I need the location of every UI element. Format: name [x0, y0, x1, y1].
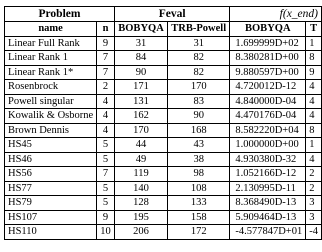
problem-name-cell: HS77: [5, 181, 97, 196]
bobyqa-feval-cell: 84: [114, 51, 167, 66]
trb-feval-cell: 172: [168, 225, 230, 240]
bobyqa-fend-cell: 5.909464D-13: [230, 210, 306, 225]
trb-feval-cell: 133: [168, 196, 230, 211]
problem-name-cell: Rosenbrock: [5, 80, 97, 95]
problem-name-cell: HS45: [5, 138, 97, 153]
problem-name-cell: HS107: [5, 210, 97, 225]
dimension-cell: 5: [97, 181, 115, 196]
table-row: [5, 167, 322, 182]
fend-group-header: [230, 7, 322, 22]
problem-name-cell: Brown Dennis: [5, 123, 97, 138]
table-row: [5, 181, 322, 196]
trb-feval-cell: 38: [168, 152, 230, 167]
table-row: [5, 138, 322, 153]
results-table: [4, 6, 322, 240]
bobyqa-feval-cell: 171: [114, 80, 167, 95]
bobyqa-feval-cell: 195: [114, 210, 167, 225]
trb-feval-cell: 82: [168, 65, 230, 80]
bobyqa-feval-column-header: BOBYQA: [114, 22, 167, 37]
dimension-cell: 4: [97, 123, 115, 138]
table-row: [5, 65, 322, 80]
bobyqa-fend-cell: 9.880597D+00: [230, 65, 306, 80]
name-column-header: name: [5, 22, 97, 37]
problem-name-cell: HS56: [5, 167, 97, 182]
column-header-row: [5, 22, 322, 37]
table-row: [5, 51, 322, 66]
trb-feval-cell: 98: [168, 167, 230, 182]
trb-feval-cell: 83: [168, 94, 230, 109]
trb-fend-cell: -4: [306, 225, 322, 240]
bobyqa-feval-cell: 131: [114, 94, 167, 109]
table-row: [5, 94, 322, 109]
problem-group-header: Problem: [5, 7, 115, 22]
bobyqa-fend-cell: 4.930380D-32: [230, 152, 306, 167]
problem-name-cell: Linear Full Rank: [5, 36, 97, 51]
bobyqa-feval-cell: 31: [114, 36, 167, 51]
bobyqa-fend-cell: 4.840000D-04: [230, 94, 306, 109]
table-row: [5, 210, 322, 225]
trb-fend-cell: 8: [306, 51, 322, 66]
table-row: [5, 36, 322, 51]
bobyqa-feval-cell: 128: [114, 196, 167, 211]
bobyqa-fend-column-header: BOBYQA: [230, 22, 306, 37]
bobyqa-fend-cell: 1.000000D+00: [230, 138, 306, 153]
dimension-cell: 4: [97, 94, 115, 109]
problem-name-cell: HS79: [5, 196, 97, 211]
bobyqa-fend-cell: 8.380281D+00: [230, 51, 306, 66]
dimension-cell: 7: [97, 51, 115, 66]
problem-name-cell: HS46: [5, 152, 97, 167]
table-row: [5, 196, 322, 211]
bobyqa-fend-cell: 4.470176D-04: [230, 109, 306, 124]
dimension-cell: 5: [97, 196, 115, 211]
bobyqa-feval-cell: 206: [114, 225, 167, 240]
bobyqa-fend-cell: 8.368490D-13: [230, 196, 306, 211]
bobyqa-fend-cell: 1.052166D-12: [230, 167, 306, 182]
trb-feval-cell: 108: [168, 181, 230, 196]
table-row: [5, 123, 322, 138]
bobyqa-fend-cell: 8.582220D+04: [230, 123, 306, 138]
bobyqa-fend-cell: 1.699999D+02: [230, 36, 306, 51]
dimension-cell: 9: [97, 36, 115, 51]
dimension-cell: 5: [97, 152, 115, 167]
dimension-cell: 7: [97, 65, 115, 80]
trb-feval-cell: 158: [168, 210, 230, 225]
trb-fend-cell: 4: [306, 152, 322, 167]
dimension-cell: 10: [97, 225, 115, 240]
bobyqa-feval-cell: 140: [114, 181, 167, 196]
dimension-cell: 2: [97, 80, 115, 95]
bobyqa-fend-cell: 4.720012D-12: [230, 80, 306, 95]
problem-name-cell: Powell singular: [5, 94, 97, 109]
table-row: [5, 225, 322, 240]
trb-fend-cell: 3: [306, 196, 322, 211]
trb-feval-cell: 90: [168, 109, 230, 124]
fend-label: f(x_end): [279, 7, 318, 20]
trb-fend-cell: 4: [306, 109, 322, 124]
bobyqa-feval-cell: 162: [114, 109, 167, 124]
dimension-cell: 7: [97, 167, 115, 182]
trb-fend-column-header: T: [306, 22, 322, 37]
bobyqa-feval-cell: 170: [114, 123, 167, 138]
trb-fend-cell: 2: [306, 167, 322, 182]
problem-name-cell: HS110: [5, 225, 97, 240]
problem-name-cell: Kowalik & Osborne: [5, 109, 97, 124]
group-header-row: [5, 7, 322, 22]
dimension-cell: 9: [97, 210, 115, 225]
trb-fend-cell: 3: [306, 210, 322, 225]
dimension-cell: 4: [97, 109, 115, 124]
bobyqa-feval-cell: 49: [114, 152, 167, 167]
trb-fend-cell: 1: [306, 36, 322, 51]
n-column-header: n: [97, 22, 115, 37]
feval-group-header: Feval: [114, 7, 229, 22]
trb-feval-cell: 168: [168, 123, 230, 138]
trb-fend-cell: 4: [306, 80, 322, 95]
table-row: [5, 152, 322, 167]
trb-fend-cell: 4: [306, 94, 322, 109]
trb-feval-cell: 43: [168, 138, 230, 153]
bobyqa-feval-cell: 90: [114, 65, 167, 80]
trb-fend-cell: 8: [306, 123, 322, 138]
trb-feval-cell: 170: [168, 80, 230, 95]
problem-name-cell: Linear Rank 1: [5, 51, 97, 66]
dimension-cell: 5: [97, 138, 115, 153]
problem-name-cell: Linear Rank 1*: [5, 65, 97, 80]
bobyqa-feval-cell: 44: [114, 138, 167, 153]
bobyqa-feval-cell: 119: [114, 167, 167, 182]
trb-fend-cell: 2: [306, 181, 322, 196]
table-body: [5, 36, 322, 239]
trb-feval-cell: 82: [168, 51, 230, 66]
table-row: [5, 80, 322, 95]
trb-powell-feval-column-header: TRB-Powell: [168, 22, 230, 37]
trb-fend-cell: 9: [306, 65, 322, 80]
trb-feval-cell: 31: [168, 36, 230, 51]
table-row: [5, 109, 322, 124]
bobyqa-fend-cell: -4.577847D+01: [230, 225, 306, 240]
trb-fend-cell: 1: [306, 138, 322, 153]
bobyqa-fend-cell: 2.130995D-11: [230, 181, 306, 196]
